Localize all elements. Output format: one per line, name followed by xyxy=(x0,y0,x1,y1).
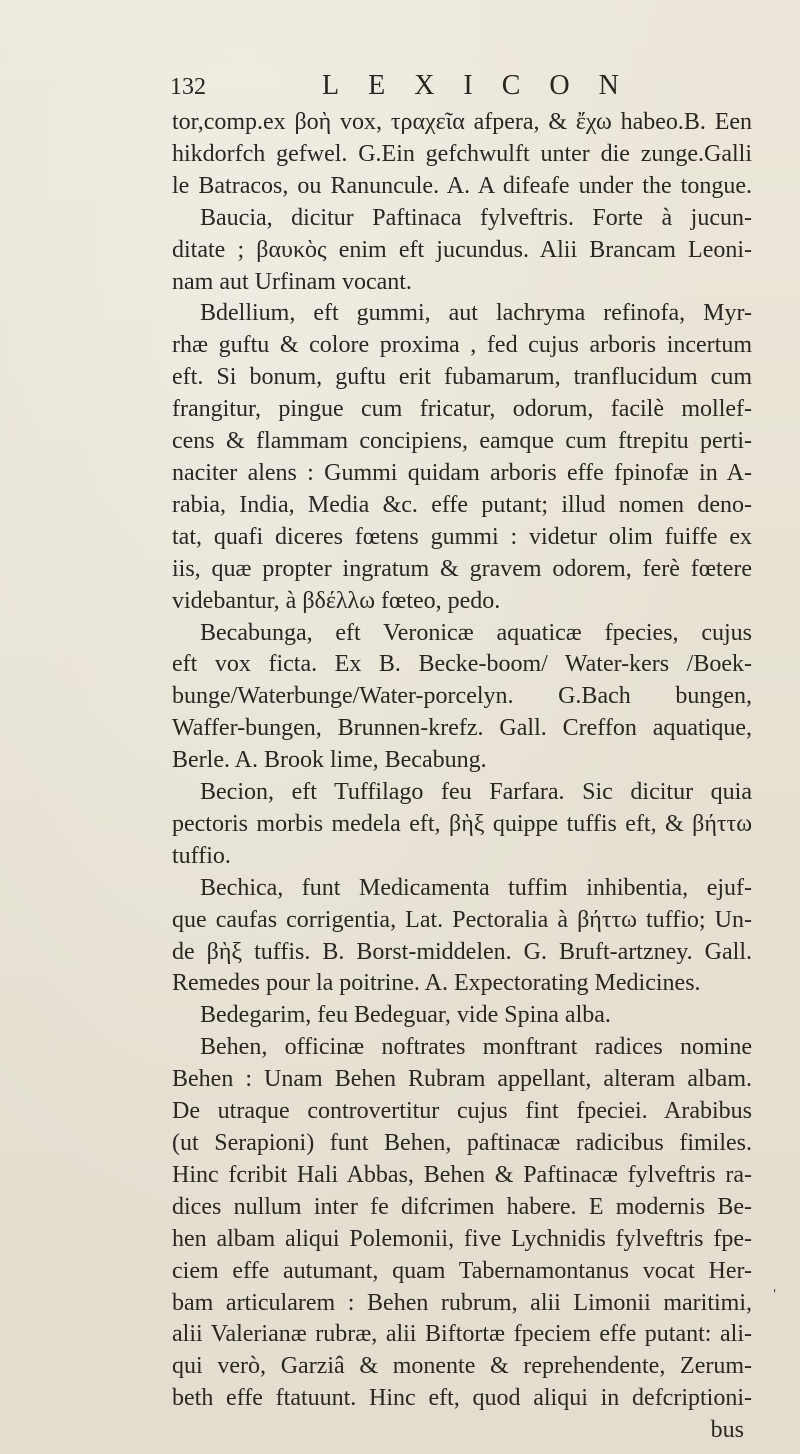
text-line: eft vox ficta. Ex B. Becke-boom/ Water-kers /Boek- xyxy=(172,651,752,678)
text-line: De utraque controvertitur cujus fint fpeciei. Arabibus xyxy=(172,1098,752,1125)
text-line: Behen : Unam Behen Rubram appellant, alteram albam. xyxy=(172,1066,752,1093)
text-line: rabia, India, Media &c. effe putant; illud nomen deno- xyxy=(172,491,752,518)
text-line: ciem effe autumant, quam Tabernamontanus vocat Her- xyxy=(172,1257,752,1284)
text-line: hen albam aliqui Polemonii, five Lychnidis fylveftris fpe- xyxy=(172,1225,752,1252)
text-line: bam articularem : Behen rubrum, alii Limonii maritimi, xyxy=(172,1289,752,1316)
text-line: tat, quafi diceres fœtens gummi : videtur olim fuiffe ex xyxy=(172,523,752,550)
text-line: Remedes pour la poitrine. A. Expectorating Medicines. xyxy=(172,970,701,997)
text-line: qui verò, Garziâ & monente & reprehendente, Zerum- xyxy=(172,1353,752,1380)
text-line: eft. Si bonum, guftu erit fubamarum, tranflucidum cum xyxy=(172,364,752,391)
text-line: videbantur, à βδέλλω fœteo, pedo. xyxy=(172,587,501,614)
text-line: beth effe ftatuunt. Hinc eft, quod aliqui in defcriptioni- xyxy=(172,1385,752,1412)
text-line: Bechica, funt Medicamenta tuffim inhibentia, ejuf- xyxy=(200,874,752,901)
text-line: iis, quæ propter ingratum & gravem odorem, ferè fœtere xyxy=(172,555,752,582)
text-line: Waffer-bungen, Brunnen-krefz. Gall. Creffon aquatique, xyxy=(172,715,752,742)
text-line: dices nullum inter fe difcrimen habere. E modernis Be- xyxy=(172,1193,752,1220)
text-line: naciter alens : Gummi quidam arboris effe fpinofæ in A- xyxy=(172,459,752,486)
running-title: LEXICON xyxy=(322,70,648,101)
text-line: Hinc fcribit Hali Abbas, Behen & Paftinacæ fylveftris ra- xyxy=(172,1161,752,1188)
catchword: bus xyxy=(710,1417,744,1444)
text-line: cens & flammam concipiens, eamque cum ftrepitu perti- xyxy=(172,428,752,455)
page-number: 132 xyxy=(170,74,206,100)
text-line: Becion, eft Tuffilago feu Farfara. Sic dicitur quia xyxy=(200,779,752,806)
text-line: bunge/Waterbunge/Water-porcelyn. G.Bach bungen, xyxy=(172,683,752,710)
text-line: Bedegarim, feu Bedeguar, vide Spina alba. xyxy=(200,1002,611,1029)
text-line: Baucia, dicitur Paftinaca fylveftris. Forte à jucun- xyxy=(200,204,752,231)
text-line: nam aut Urfinam vocant. xyxy=(172,268,412,295)
text-line: frangitur, pingue cum fricatur, odorum, facilè mollef- xyxy=(172,396,752,423)
text-line: (ut Serapioni) funt Behen, paftinacæ radicibus fimiles. xyxy=(172,1130,752,1156)
text-line: tuffio. xyxy=(172,842,231,869)
text-line: pectoris morbis medela eft, βὴξ quippe tuffis eft, & βήττω xyxy=(172,810,752,837)
text-line: Becabunga, eft Veronicæ aquaticæ fpecies, cujus xyxy=(200,619,752,646)
text-line: hikdorfch gefwel. G.Ein gefchwulft unter die zunge.Galli xyxy=(172,140,752,167)
page-header xyxy=(170,70,730,110)
text-line: tor,comp.ex βοὴ vox, τραχεῖα afpera, & ἔχω habeo.B. Een xyxy=(172,109,752,135)
margin-mark: ' xyxy=(773,1287,777,1301)
text-line: Behen, officinæ noftrates monftrant radices nomine xyxy=(200,1034,752,1061)
text-body xyxy=(172,107,752,1447)
text-line: de βὴξ tuffis. B. Borst-middelen. G. Bruft-artzney. Gall. xyxy=(172,938,752,965)
text-line: Berle. A. Brook lime, Becabung. xyxy=(172,747,487,774)
text-line: que caufas corrigentia, Lat. Pectoralia à βήττω tuffio; Un- xyxy=(172,906,752,933)
text-line: ditate ; βαυκὸς enim eft jucundus. Alii Brancam Leoni- xyxy=(172,236,752,263)
text-line: alii Valerianæ rubræ, alii Biftortæ fpeciem effe putant: ali- xyxy=(172,1321,752,1348)
text-line: rhæ guftu & colore proxima , fed cujus arboris incertum xyxy=(172,332,752,359)
text-line: Bdellium, eft gummi, aut lachryma refinofa, Myr- xyxy=(200,300,752,327)
text-line: le Batracos, ou Ranuncule. A. A difeafe under the tongue. xyxy=(172,172,752,199)
